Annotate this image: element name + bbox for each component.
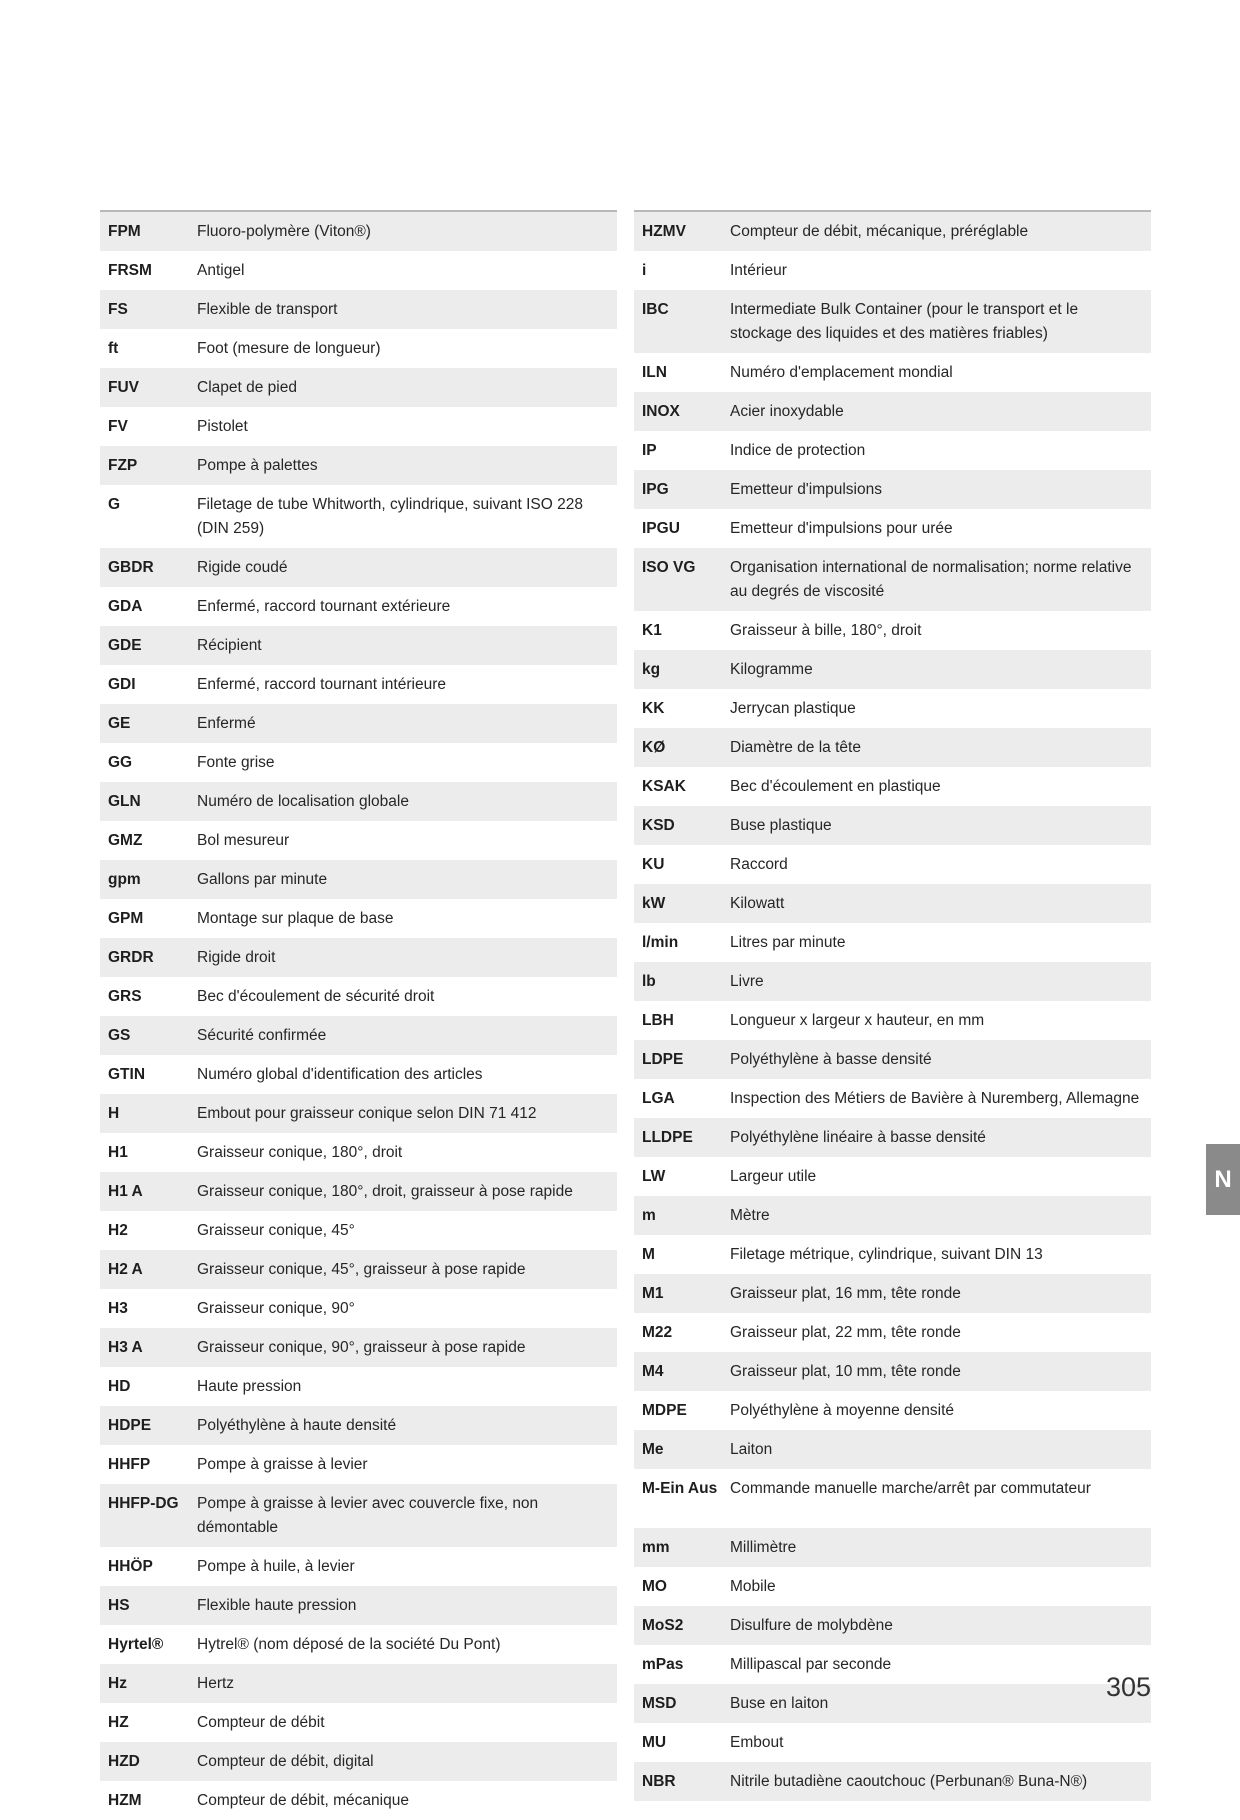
glossary-definition: Graisseur conique, 45° [197, 1222, 355, 1239]
glossary-definition: Graisseur conique, 90°, graisseur à pose rapide [197, 1339, 526, 1356]
glossary-row [100, 899, 617, 938]
glossary-definition: Enfermé [197, 715, 256, 732]
glossary-row [634, 431, 1151, 470]
glossary-abbreviation: IBC [642, 301, 669, 318]
glossary-definition: Enfermé, raccord tournant intérieure [197, 676, 446, 693]
glossary-row [100, 1484, 617, 1547]
glossary-abbreviation: GMZ [108, 832, 143, 849]
glossary-abbreviation: mm [642, 1539, 670, 1556]
glossary-row [100, 1094, 617, 1133]
glossary-row [634, 1567, 1151, 1606]
glossary-abbreviation: FPM [108, 223, 141, 240]
glossary-abbreviation: IPGU [642, 520, 680, 537]
glossary-abbreviation: FRSM [108, 262, 152, 279]
glossary-definition: Hertz [197, 1675, 235, 1692]
glossary-abbreviation: lb [642, 973, 656, 990]
glossary-abbreviation: Hyrtel® [108, 1636, 164, 1653]
glossary-row [634, 1001, 1151, 1040]
glossary-abbreviation: FV [108, 418, 128, 435]
page-number: 305 [1105, 1672, 1151, 1702]
glossary-abbreviation: GRDR [108, 949, 154, 966]
glossary-row [100, 212, 617, 251]
glossary-abbreviation: LDPE [642, 1051, 684, 1068]
glossary-row [100, 665, 617, 704]
glossary-row [634, 251, 1151, 290]
glossary-abbreviation: HZ [108, 1714, 129, 1731]
glossary-definition: Polyéthylène à haute densité [197, 1417, 397, 1434]
glossary-definition: Acier inoxydable [730, 403, 844, 420]
glossary-definition: Flexible de transport [197, 301, 338, 318]
glossary-definition: Inspection des Métiers de Bavière à Nuremberg, Allemagne [730, 1090, 1140, 1107]
glossary-abbreviation: G [108, 496, 121, 513]
glossary-definition: Fluoro-polymère (Viton®) [197, 223, 371, 240]
glossary-abbreviation: MO [642, 1578, 667, 1595]
glossary-abbreviation: LW [642, 1168, 666, 1185]
glossary-definition: Numéro global d'identification des articles [197, 1066, 483, 1083]
glossary-row [100, 1625, 617, 1664]
glossary-row [634, 1079, 1151, 1118]
glossary-row [100, 938, 617, 977]
glossary-definition: Antigel [197, 262, 245, 279]
glossary-abbreviation: IP [642, 442, 657, 459]
glossary-row [634, 884, 1151, 923]
glossary-abbreviation: gpm [108, 871, 141, 888]
glossary-definition: Haute pression [197, 1378, 302, 1395]
glossary-definition: Numéro d'emplacement mondial [730, 364, 953, 381]
glossary-definition: Millipascal par seconde [730, 1656, 892, 1673]
glossary-row [100, 548, 617, 587]
glossary-abbreviation: FS [108, 301, 128, 318]
glossary-abbreviation: HZM [108, 1792, 142, 1809]
glossary-row [100, 1406, 617, 1445]
glossary-definition: Bec d'écoulement en plastique [730, 778, 941, 795]
glossary-abbreviation: H1 [108, 1144, 128, 1161]
glossary-row [100, 485, 617, 548]
glossary-definition: Pompe à graisse à levier [197, 1456, 368, 1473]
glossary-row [634, 1645, 1151, 1684]
glossary-definition: Sécurité confirmée [197, 1027, 327, 1044]
glossary-row [100, 446, 617, 485]
glossary-definition: Numéro de localisation globale [197, 793, 409, 810]
glossary-row [100, 1445, 617, 1484]
glossary-definition: Livre [730, 973, 764, 990]
glossary-row [634, 728, 1151, 767]
glossary-definition: Indice de protection [730, 442, 866, 459]
glossary-abbreviation: HHÖP [108, 1558, 153, 1575]
glossary-definition: Graisseur plat, 16 mm, tête ronde [730, 1285, 961, 1302]
glossary-abbreviation: HZD [108, 1753, 140, 1770]
glossary-definition: Emetteur d'impulsions pour urée [730, 520, 953, 537]
glossary-abbreviation: MSD [642, 1695, 677, 1712]
glossary-abbreviation: GPM [108, 910, 144, 927]
glossary-abbreviation: FUV [108, 379, 139, 396]
glossary-row [634, 767, 1151, 806]
glossary-abbreviation: LBH [642, 1012, 674, 1029]
glossary-definition: Polyéthylène à basse densité [730, 1051, 932, 1068]
glossary-definition: Pompe à palettes [197, 457, 318, 474]
glossary-row [100, 1133, 617, 1172]
glossary-definition: Filetage de tube Whitworth, cylindrique, suivant ISO 228 (DIN 259) [197, 496, 583, 537]
glossary-abbreviation: HHFP [108, 1456, 151, 1473]
glossary-abbreviation: H2 A [108, 1261, 143, 1278]
glossary-row [634, 548, 1151, 611]
glossary-definition: Embout [730, 1734, 784, 1751]
glossary-row [100, 1289, 617, 1328]
glossary-definition: Compteur de débit [197, 1714, 325, 1731]
glossary-abbreviation: GRS [108, 988, 142, 1005]
glossary-abbreviation: ISO VG [642, 559, 696, 576]
glossary-definition: Graisseur conique, 90° [197, 1300, 355, 1317]
glossary-row [100, 1703, 617, 1742]
glossary-row [634, 353, 1151, 392]
glossary-row [634, 806, 1151, 845]
glossary-abbreviation: HS [108, 1597, 130, 1614]
glossary-definition: Intermediate Bulk Container (pour le transport et le stockage des liquides et des matières friables) [730, 301, 1079, 342]
glossary-row [634, 470, 1151, 509]
glossary-abbreviation: m [642, 1207, 656, 1224]
glossary-row [100, 1172, 617, 1211]
glossary-definition: Pompe à huile, à levier [197, 1558, 355, 1575]
glossary-row [100, 704, 617, 743]
glossary-row [634, 1762, 1151, 1801]
glossary-row [100, 782, 617, 821]
glossary-row [100, 368, 617, 407]
glossary-row [100, 977, 617, 1016]
glossary-definition: Raccord [730, 856, 788, 873]
glossary-row [634, 212, 1151, 251]
glossary-abbreviation: kg [642, 661, 661, 678]
glossary-abbreviation: l/min [642, 934, 679, 951]
glossary-row [634, 1196, 1151, 1235]
glossary-abbreviation: GS [108, 1027, 131, 1044]
glossary-definition: Nitrile butadiène caoutchouc (Perbunan® Buna-N®) [730, 1773, 1088, 1790]
glossary-abbreviation: GDA [108, 598, 143, 615]
glossary-definition: Récipient [197, 637, 262, 654]
glossary-row [634, 1040, 1151, 1079]
glossary-definition: Pompe à graisse à levier avec couvercle fixe, non démontable [197, 1495, 539, 1536]
glossary-definition: Fonte grise [197, 754, 275, 771]
glossary-row [634, 1313, 1151, 1352]
glossary-column-right [634, 210, 1151, 1801]
glossary-definition: Compteur de débit, mécanique [197, 1792, 409, 1809]
glossary-abbreviation: GDI [108, 676, 136, 693]
glossary-abbreviation: HDPE [108, 1417, 152, 1434]
glossary-definition: Hytrel® (nom déposé de la société Du Pont) [197, 1636, 501, 1653]
glossary-abbreviation: IPG [642, 481, 669, 498]
glossary-row [634, 1528, 1151, 1567]
glossary-definition: Litres par minute [730, 934, 846, 951]
glossary-abbreviation: GDE [108, 637, 142, 654]
glossary-row [634, 611, 1151, 650]
glossary-definition: Bec d'écoulement de sécurité droit [197, 988, 435, 1005]
glossary-row [100, 1742, 617, 1781]
glossary-abbreviation: KSAK [642, 778, 686, 795]
glossary-abbreviation: M4 [642, 1363, 664, 1380]
glossary-abbreviation: MU [642, 1734, 667, 1751]
glossary-definition: Polyéthylène à moyenne densité [730, 1402, 955, 1419]
glossary-abbreviation: ILN [642, 364, 667, 381]
glossary-abbreviation: KSD [642, 817, 675, 834]
glossary-definition: Pistolet [197, 418, 248, 435]
glossary-definition: Bol mesureur [197, 832, 290, 849]
glossary-definition: Mobile [730, 1578, 776, 1595]
glossary-definition: Buse en laiton [730, 1695, 829, 1712]
glossary-definition: Organisation international de normalisation; norme relative au degrés de viscosité [730, 559, 1132, 600]
glossary-abbreviation: M-Ein Aus [642, 1480, 718, 1497]
glossary-definition: Mètre [730, 1207, 770, 1224]
glossary-definition: Embout pour graisseur conique selon DIN 71 412 [197, 1105, 537, 1122]
glossary-row [634, 1469, 1151, 1528]
glossary-definition: Montage sur plaque de base [197, 910, 394, 927]
glossary-row [100, 1328, 617, 1367]
glossary-row [634, 392, 1151, 431]
glossary-definition: Compteur de débit, digital [197, 1753, 374, 1770]
glossary-row [100, 1781, 617, 1820]
glossary-row [100, 1586, 617, 1625]
glossary-abbreviation: H1 A [108, 1183, 143, 1200]
glossary-definition: Graisseur plat, 10 mm, tête ronde [730, 1363, 961, 1380]
glossary-abbreviation: i [642, 262, 647, 279]
glossary-abbreviation: H3 A [108, 1339, 143, 1356]
glossary-abbreviation: kW [642, 895, 666, 912]
glossary-abbreviation: MoS2 [642, 1617, 684, 1634]
glossary-definition: Millimètre [730, 1539, 797, 1556]
glossary-row [100, 821, 617, 860]
glossary-abbreviation: GG [108, 754, 133, 771]
glossary-abbreviation: M [642, 1246, 655, 1263]
section-tab[interactable]: N [1206, 1144, 1240, 1215]
glossary-abbreviation: ft [108, 340, 119, 357]
glossary-row [100, 407, 617, 446]
glossary-definition: Kilowatt [730, 895, 785, 912]
glossary-row [634, 1274, 1151, 1313]
glossary-abbreviation: LLDPE [642, 1129, 693, 1146]
glossary-definition: Rigide coudé [197, 559, 288, 576]
glossary-abbreviation: GTIN [108, 1066, 146, 1083]
glossary-abbreviation: KØ [642, 739, 666, 756]
glossary-row [634, 1352, 1151, 1391]
glossary-abbreviation: K1 [642, 622, 662, 639]
glossary-row [634, 1118, 1151, 1157]
glossary-definition: Rigide droit [197, 949, 276, 966]
glossary-column-left [100, 210, 617, 1820]
glossary-definition: Largeur utile [730, 1168, 817, 1185]
glossary-abbreviation: NBR [642, 1773, 676, 1790]
glossary-definition: Buse plastique [730, 817, 832, 834]
glossary-abbreviation: GLN [108, 793, 141, 810]
glossary-row [634, 845, 1151, 884]
glossary-row [634, 1157, 1151, 1196]
glossary-abbreviation: KU [642, 856, 665, 873]
glossary-abbreviation: KK [642, 700, 665, 717]
glossary-definition: Kilogramme [730, 661, 813, 678]
glossary-abbreviation: GE [108, 715, 131, 732]
glossary-row [100, 290, 617, 329]
glossary-definition: Laiton [730, 1441, 773, 1458]
glossary-row [100, 860, 617, 899]
glossary-abbreviation: H3 [108, 1300, 128, 1317]
glossary-definition: Intérieur [730, 262, 787, 279]
glossary-abbreviation: INOX [642, 403, 680, 420]
glossary-abbreviation: H [108, 1105, 120, 1122]
glossary-definition: Foot (mesure de longueur) [197, 340, 381, 357]
glossary-definition: Longueur x largeur x hauteur, en mm [730, 1012, 985, 1029]
glossary-row [634, 1684, 1151, 1723]
glossary-row [634, 923, 1151, 962]
glossary-abbreviation: LGA [642, 1090, 675, 1107]
glossary-row [100, 329, 617, 368]
glossary-abbreviation: HHFP-DG [108, 1495, 179, 1512]
glossary-row [634, 1606, 1151, 1645]
glossary-row [634, 290, 1151, 353]
glossary-row [634, 509, 1151, 548]
glossary-abbreviation: mPas [642, 1656, 684, 1673]
glossary-abbreviation: HZMV [642, 223, 686, 240]
glossary-abbreviation: Hz [108, 1675, 127, 1692]
glossary-row [100, 1211, 617, 1250]
glossary-definition: Compteur de débit, mécanique, préréglable [730, 223, 1029, 240]
glossary-definition: Graisseur conique, 45°, graisseur à pose rapide [197, 1261, 526, 1278]
glossary-definition: Graisseur conique, 180°, droit, graisseur à pose rapide [197, 1183, 573, 1200]
glossary-definition: Gallons par minute [197, 871, 328, 888]
glossary-row [100, 1664, 617, 1703]
glossary-row [100, 1250, 617, 1289]
glossary-definition: Enfermé, raccord tournant extérieure [197, 598, 451, 615]
glossary-row [634, 962, 1151, 1001]
glossary-abbreviation: M1 [642, 1285, 664, 1302]
glossary-definition: Jerrycan plastique [730, 700, 856, 717]
glossary-row [634, 1430, 1151, 1469]
glossary-row [100, 587, 617, 626]
glossary-definition: Diamètre de la tête [730, 739, 861, 756]
glossary-abbreviation: MDPE [642, 1402, 687, 1419]
glossary-row [634, 1723, 1151, 1762]
glossary-row [634, 650, 1151, 689]
glossary-row [100, 626, 617, 665]
glossary-definition: Clapet de pied [197, 379, 297, 396]
glossary-row [100, 251, 617, 290]
glossary-abbreviation: H2 [108, 1222, 128, 1239]
glossary-row [100, 1016, 617, 1055]
glossary-abbreviation: GBDR [108, 559, 154, 576]
glossary-definition: Filetage métrique, cylindrique, suivant DIN 13 [730, 1246, 1043, 1263]
glossary-definition: Graisseur conique, 180°, droit [197, 1144, 403, 1161]
glossary-definition: Emetteur d'impulsions [730, 481, 882, 498]
glossary-abbreviation: M22 [642, 1324, 673, 1341]
glossary-row [634, 1235, 1151, 1274]
glossary-abbreviation: Me [642, 1441, 664, 1458]
glossary-definition: Polyéthylène linéaire à basse densité [730, 1129, 986, 1146]
glossary-row [100, 1367, 617, 1406]
glossary-row [100, 743, 617, 782]
glossary-abbreviation: HD [108, 1378, 131, 1395]
glossary-definition: Graisseur à bille, 180°, droit [730, 622, 922, 639]
glossary-definition: Commande manuelle marche/arrêt par commutateur [730, 1480, 1091, 1497]
glossary-row [100, 1547, 617, 1586]
glossary-row [100, 1055, 617, 1094]
glossary-definition: Flexible haute pression [197, 1597, 357, 1614]
glossary-abbreviation: FZP [108, 457, 138, 474]
glossary-definition: Graisseur plat, 22 mm, tête ronde [730, 1324, 961, 1341]
glossary-row [634, 1391, 1151, 1430]
glossary-row [634, 689, 1151, 728]
glossary-definition: Disulfure de molybdène [730, 1617, 893, 1634]
